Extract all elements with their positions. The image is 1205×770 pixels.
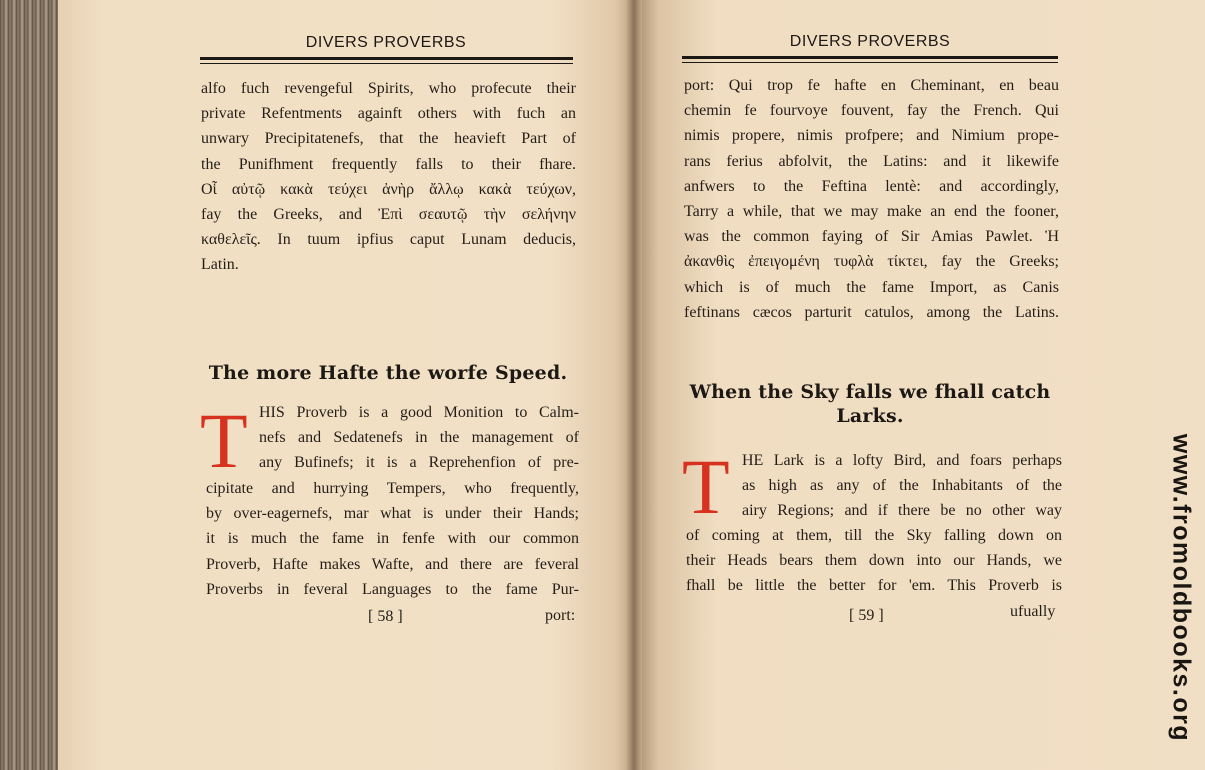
text-line: Οἷ αὐτῷ κακὰ τεύχει ἀνὴρ ἄλλῳ κακὰ τεύχων,	[201, 180, 576, 198]
text-line: was the common faying of Sir Amias Pawlet. Ἡ	[684, 228, 1059, 246]
text-line: by over-eagernefs, mar what is under their Hands;	[206, 505, 579, 523]
text-line: chemin fe fourvoye fouvent, fay the French. Qui	[684, 102, 1059, 120]
text-line: it is much the fame in fenfe with our common	[206, 530, 579, 548]
right-section-body	[686, 523, 1062, 599]
text-line: any Bufinefs; it is a Reprehenfion of pre-	[259, 454, 579, 472]
text-line: HIS Proverb is a good Monition to Calm-	[259, 404, 579, 421]
watermark-text: www.fromoldbooks.org	[1167, 433, 1196, 743]
text-line: rans ferius abfolvit, the Latins: and it likewife	[684, 152, 1059, 170]
text-line: the Punifhment frequently falls to their fhare.	[201, 155, 576, 173]
left-section-indented	[259, 400, 579, 476]
text-line: ἀκανθὶς ἐπειγομένη τυφλὰ τίκτει, fay the Greeks;	[684, 253, 1059, 271]
text-line: Proverb, Hafte makes Wafte, and there are feveral	[206, 555, 579, 573]
text-line: unwary Precipitatenefs, that the heavieft Part of	[201, 130, 576, 148]
right-catchword: ufually	[1010, 603, 1056, 620]
right-running-header: DIVERS PROVERBS	[789, 33, 951, 50]
text-line: port: Qui trop fe hafte en Cheminant, en beau	[684, 77, 1059, 94]
text-line: as high as any of the Inhabitants of the	[742, 477, 1062, 495]
text-line: cipitate and hurrying Tempers, who frequently,	[206, 480, 579, 497]
left-header-rule	[200, 57, 573, 60]
text-line: their Heads bears them down into our Hands, we	[686, 552, 1062, 570]
text-line: HE Lark is a lofty Bird, and foars perhaps	[742, 452, 1062, 469]
text-line: which is of much the fame Import, as Canis	[684, 278, 1059, 296]
text-line: Proverbs in feveral Languages to the fame Pur-	[206, 580, 579, 598]
left-page-number: [ 58 ]	[368, 608, 403, 625]
text-line: anfwers to the Feftina lentè: and accordingly,	[684, 177, 1059, 195]
right-section-indented	[742, 448, 1062, 524]
text-line: fay the Greeks, and Ἐπὶ σεαυτῷ τὴν σελήνην	[201, 205, 576, 223]
left-section-body	[206, 476, 579, 602]
watermark	[1160, 418, 1202, 758]
book-gutter	[626, 0, 642, 770]
text-line: alfo fuch revengeful Spirits, who profecute their	[201, 80, 576, 97]
text-line: nefs and Sedatenefs in the management of	[259, 429, 579, 447]
right-header-rule	[682, 56, 1058, 59]
right-header-rule-thin	[682, 62, 1058, 63]
left-catchword: port:	[545, 607, 576, 624]
text-line: fhall be little the better for 'em. This Proverb is	[686, 577, 1062, 595]
right-drop-cap: T	[682, 443, 730, 530]
left-section-title: The more Hafte the worfe Speed.	[208, 362, 568, 384]
text-line: private Refentments againft others with fuch an	[201, 105, 576, 123]
text-line: airy Regions; and if there be no other way	[742, 502, 1062, 520]
text-line: nimis propere, nimis profpere; and Nimium prope-	[684, 127, 1059, 145]
right-continued-paragraph	[684, 73, 1059, 325]
text-line: καθελεῖς. In tuum ipfius caput Lunam deducis,	[201, 231, 576, 249]
left-continued-paragraph	[201, 76, 576, 278]
text-line: feftinans cæcos parturit catulos, among the Latins.	[684, 303, 1059, 321]
right-section-title-line1: When the Sky falls we fhall catch	[689, 381, 1051, 403]
left-running-header: DIVERS PROVERBS	[305, 34, 467, 51]
left-drop-cap: T	[200, 397, 248, 484]
text-line: of coming at them, till the Sky falling down on	[686, 527, 1062, 544]
left-header-rule-thin	[200, 63, 573, 64]
right-page-number: [ 59 ]	[849, 607, 884, 624]
text-line: Tarry a while, that we may make an end the fooner,	[684, 202, 1059, 220]
right-section-title-line2: Larks.	[836, 405, 904, 427]
text-line: Latin.	[201, 256, 239, 274]
